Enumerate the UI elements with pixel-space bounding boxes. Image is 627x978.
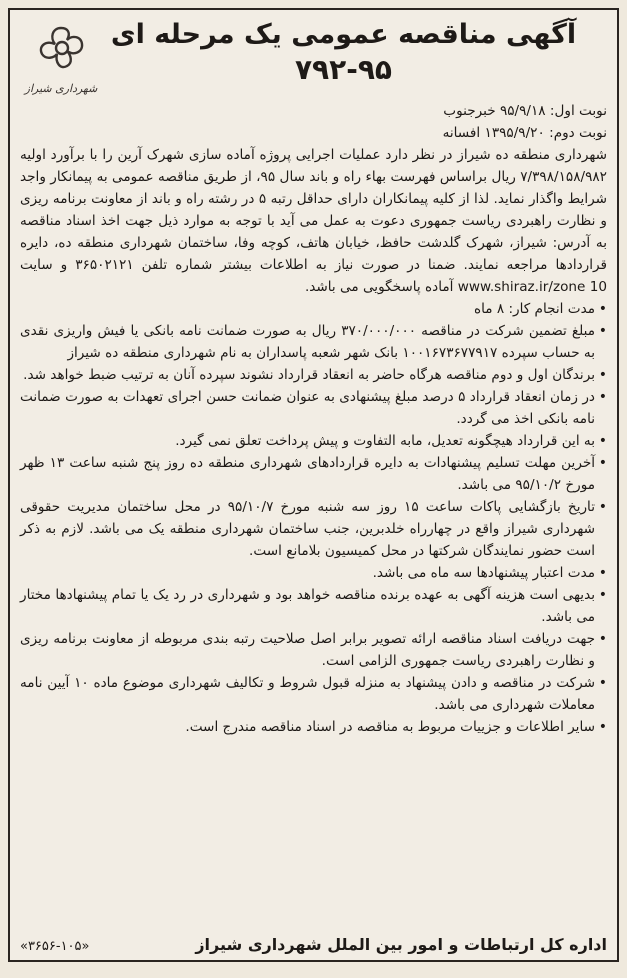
notice-title: آگهی مناقصه عمومی یک مرحله ای (110, 19, 577, 50)
shiraz-municipality-logo (22, 20, 100, 98)
first-publication: نوبت اول: ۹۵/۹/۱۸ خبرجنوب (443, 103, 607, 119)
issuing-organization: اداره کل ارتباطات و امور بین الملل شهرداری شیراز (195, 935, 607, 954)
list-item: • مبلغ تضمین شرکت در مناقصه ۳۷۰/۰۰۰/۰۰۰ ریال به صورت ضمانت نامه بانکی یا فیش واریزی نقدی به حساب سپرده ۱۰۰۱۶۷۳۶۷۷۹۱۷ بانک شهر شعبه پاسداران به نام شهرداری منطقه ده شیراز (20, 320, 607, 364)
header (100, 18, 587, 88)
list-item: • آخرین مهلت تسلیم پیشنهادات به دایره قراردادهای شهرداری منطقه ده روز پنج شنبه ساعت ۱۳ ظهر مورخ ۹۵/۱۰/۲ می باشد. (20, 452, 607, 496)
list-item: • بدیهی است هزینه آگهی به عهده برنده مناقصه خواهد بود و شهرداری در رد یک یا تمام پیشنهادها مختار می باشد. (20, 584, 607, 628)
intro-paragraph: شهرداری منطقه ده شیراز در نظر دارد عملیات اجرایی پروژه آماده سازی شهرک آرین را با برآورد اولیه ۷/۳۹۸/۱۵۸/۹۸۲ ریال براساس فهرست بهاء راه و باند سال ۹۵، از طریق مناقصه عمومی به پیمانکار واجد شرایط واگذار نماید. لذا از کلیه پیمانکاران دارای حداقل رتبه ۵ در رشته راه و باند از معاونت برنامه ریزی و نظارت راهبردی ریاست جمهوری دعوت به عمل می آید با توجه به موارد ذیل جهت اخذ اسناد مناقصه به آدرس: شیراز، شهرک گلدشت حافظ، خیابان هاتف، کوچه وفا، ساختمان شهرداری منطقه ده، دایره قراردادها مراجعه نمایند. ضمنا در صورت نیاز به اطلاعات بیشتر شماره تلفن ۳۶۵۰۲۱۲۱ و سایت www.shiraz.ir/zone 10 آماده پاسخگویی می باشد. (20, 147, 608, 295)
tender-notice (8, 8, 619, 962)
list-item: • سایر اطلاعات و جزییات مربوط به مناقصه در اسناد مناقصه مندرج است. (20, 716, 607, 738)
list-item: • مدت اعتبار پیشنهادها سه ماه می باشد. (20, 562, 607, 584)
list-item: • تاریخ بازگشایی پاکات ساعت ۱۵ روز سه شنبه مورخ ۹۵/۱۰/۷ در محل ساختمان مدیریت حقوقی شهرداری شیراز واقع در چهارراه خلدبرین، جنب ساختمان شهرداری منطقه یک می باشد. لازم به ذکر است حضور نمایندگان شرکتها در محل کمیسیون بلامانع است. (20, 496, 607, 562)
footer (20, 935, 607, 954)
list-item: • در زمان انعقاد قرارداد ۵ درصد مبلغ پیشنهادی به عنوان ضمانت حسن اجرای تعهدات به صورت ضمانت نامه بانکی اخذ می گردد. (20, 386, 607, 430)
list-item: • به این قرارداد هیچگونه تعدیل، مابه التفاوت و پیش پرداخت تعلق نمی گیرد. (20, 430, 607, 452)
list-item: • برندگان اول و دوم مناقصه هرگاه حاضر به انعقاد قرارداد نشوند سپرده آنان به ترتیب ضبط خواهد شد. (20, 364, 607, 386)
conditions-list (20, 298, 607, 738)
list-item: • شرکت در مناقصه و دادن پیشنهاد به منزله قبول شروط و تکالیف شهرداری موضوع ماده ۱۰ آیین نامه معاملات شهرداری می باشد. (20, 672, 607, 716)
second-publication: نوبت دوم: ۱۳۹۵/۹/۲۰ افسانه (442, 125, 607, 141)
flower-icon (22, 20, 100, 80)
list-item: • مدت انجام کار: ۸ ماه (20, 298, 607, 320)
ad-code: «۳۶۵۶-۱۰۵» (20, 939, 90, 954)
list-item: • جهت دریافت اسناد مناقصه ارائه تصویر برابر اصل صلاحیت رتبه بندی مربوطه از معاونت برنامه ریزی و نظارت راهبردی ریاست جمهوری الزامی است. (20, 628, 607, 672)
notice-body (20, 100, 607, 738)
notice-number: ۷۹۲-۹۵ (294, 53, 393, 86)
logo-text: شهرداری شیراز (24, 82, 98, 95)
